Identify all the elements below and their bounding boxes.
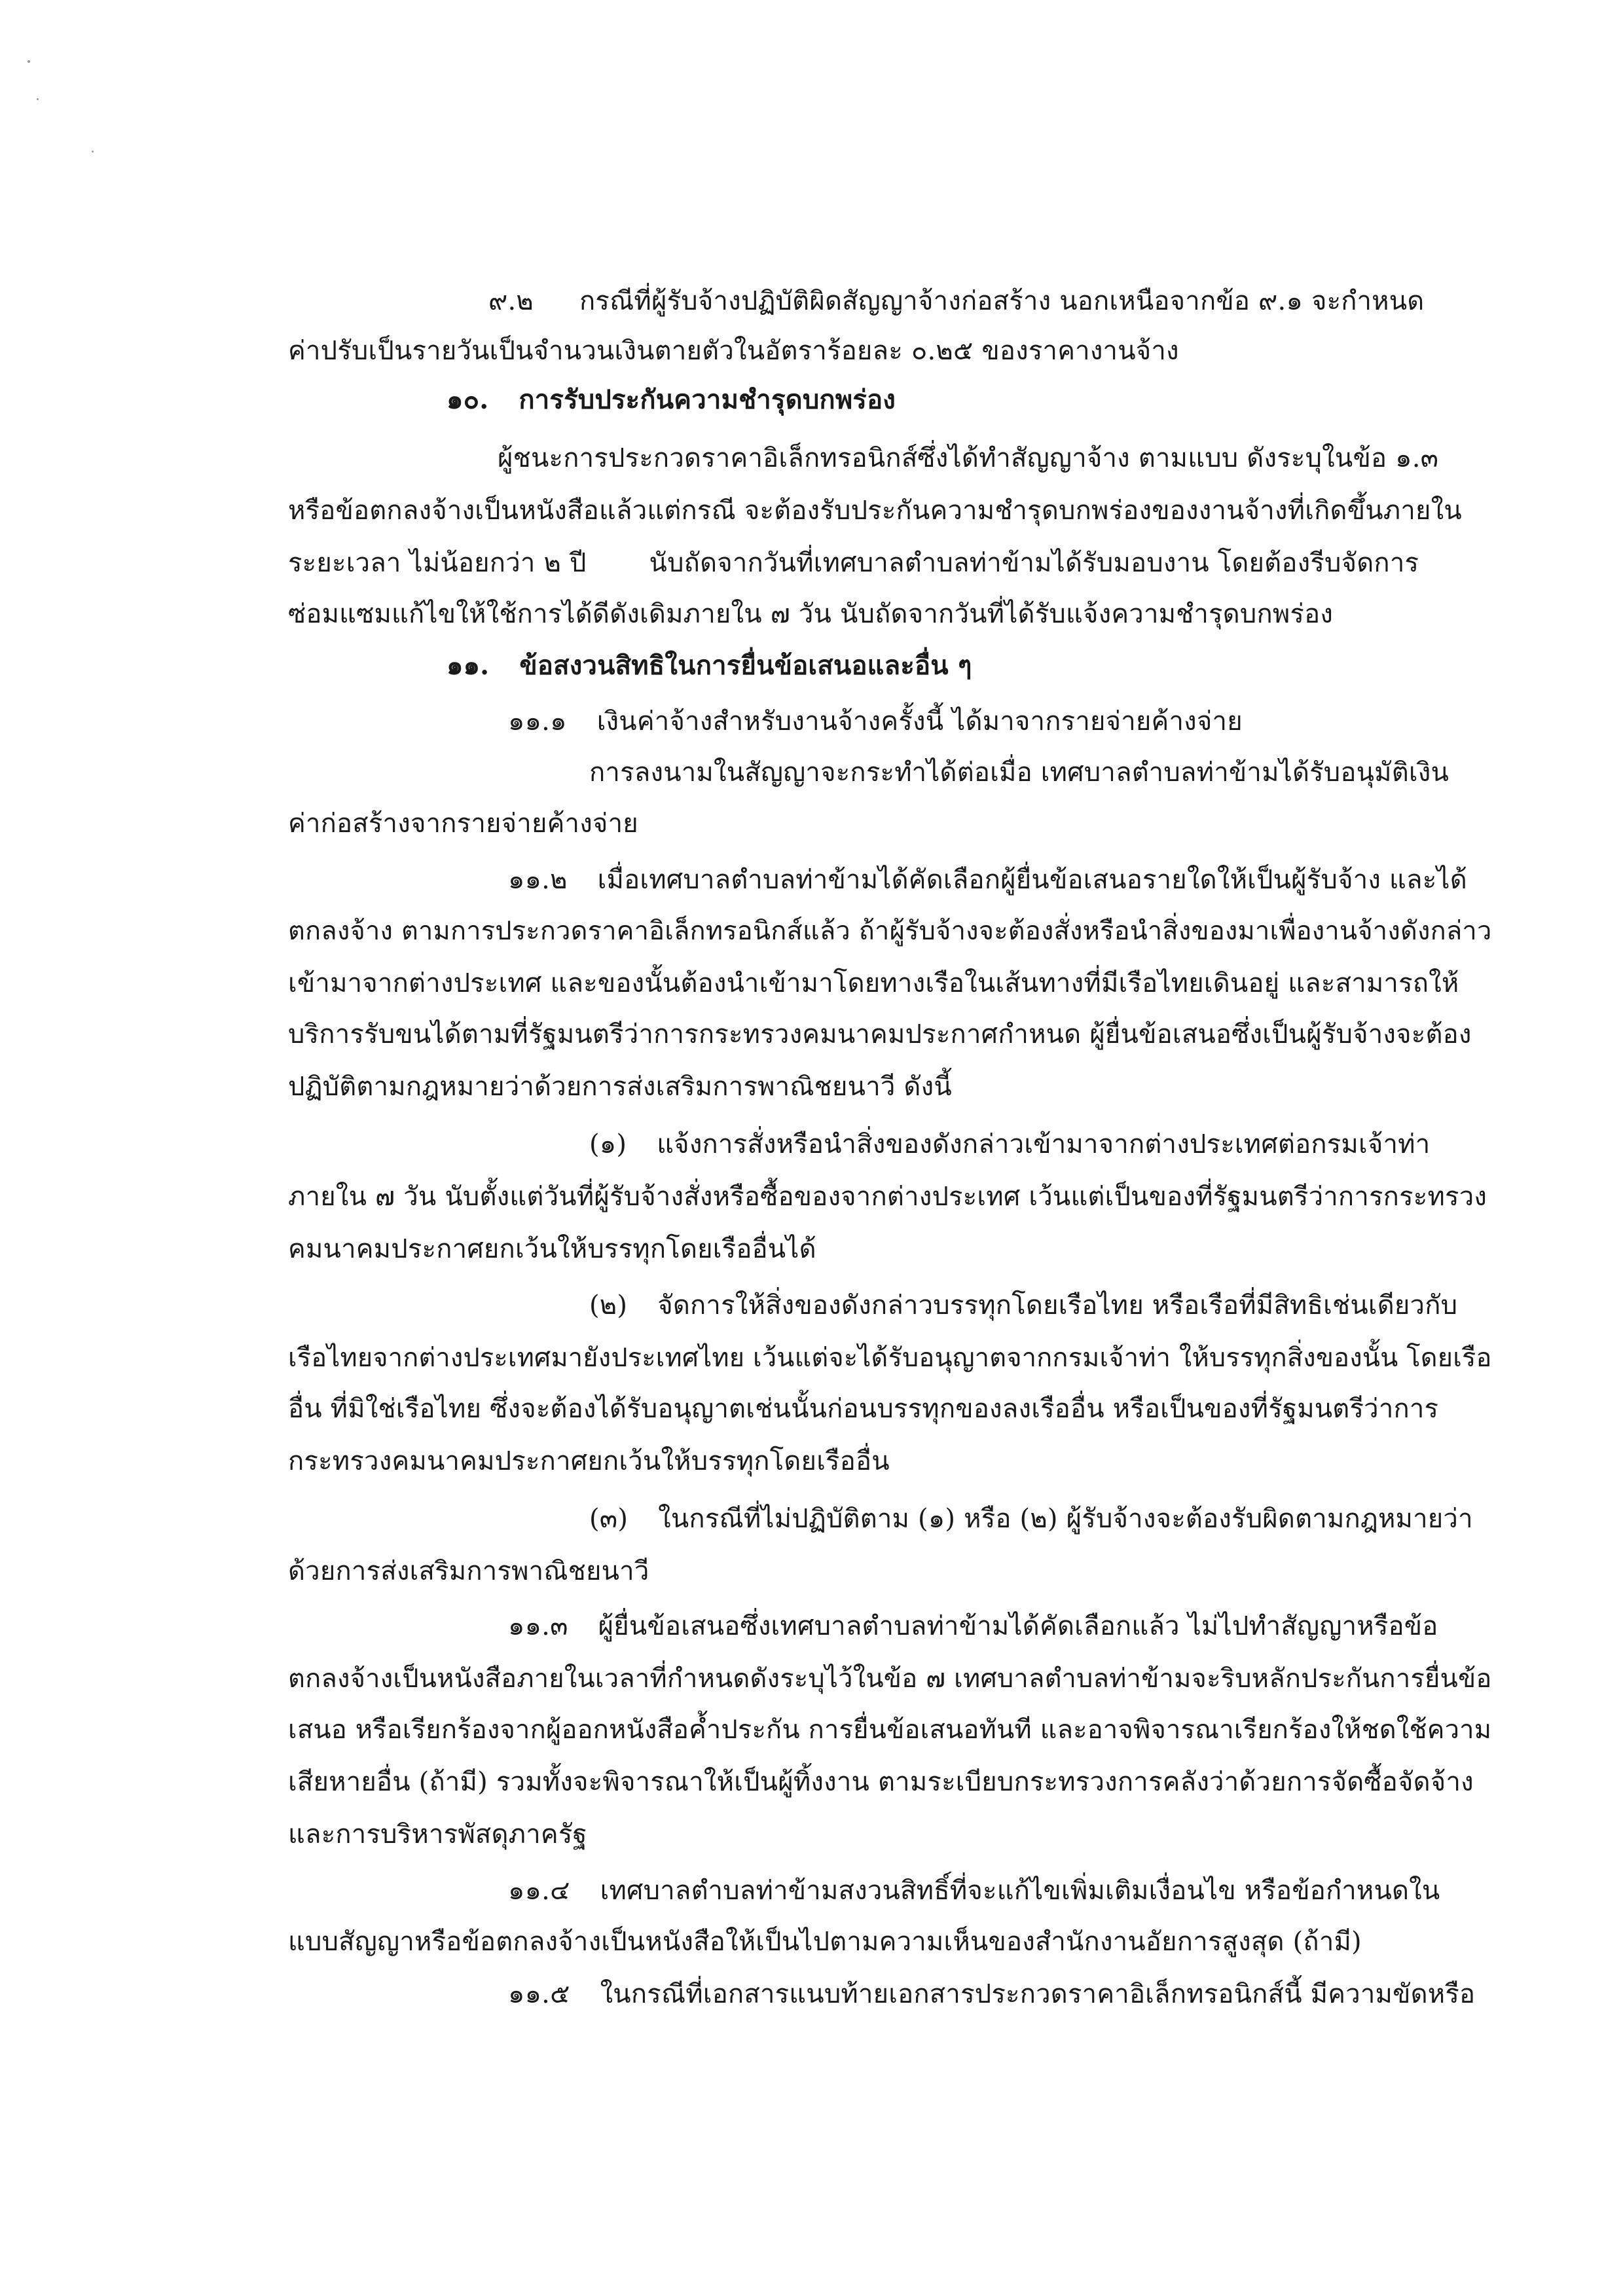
item-1-line-3	[288, 1231, 816, 1267]
clause-9-2-line-1	[488, 283, 1424, 319]
section-10-line-3	[288, 545, 1419, 581]
clause-number: ๙.๒	[488, 286, 534, 316]
section-title: การรับประกันความชำรุดบกพร่อง	[519, 384, 896, 415]
item-3-line-2	[288, 1553, 649, 1590]
item-number: (๒)	[589, 1290, 628, 1321]
clause-11-4-line-1	[508, 1872, 1440, 1909]
item-2-line-2	[288, 1339, 1492, 1376]
clause-11-3-line-2	[288, 1660, 1492, 1697]
item-text: แจ้งการสั่งหรือนำสิ่งของดังกล่าวเข้ามาจากต่างประเทศต่อกรมเจ้าท่า	[657, 1129, 1431, 1159]
section-10-heading	[447, 382, 896, 418]
clause-text: ในกรณีที่เอกสารแนบท้ายเอกสารประกวดราคาอิเล็กทรอนิกส์นี้ มีความขัดหรือ	[600, 1979, 1476, 2009]
item-number: (๑)	[589, 1129, 627, 1159]
clause-text: แบบสัญญาหรือข้อตกลงจ้างเป็นหนังสือให้เป็นไปตามความเห็นของสำนักงานอัยการสูงสุด (ถ้ามี)	[288, 1927, 1362, 1957]
clause-11-2-line-1	[508, 862, 1467, 898]
item-text: ในกรณีที่ไม่ปฏิบัติตาม (๑) หรือ (๒) ผู้รับจ้างจะต้องรับผิดตามกฎหมายว่า	[658, 1504, 1473, 1534]
clause-11-3-line-4	[288, 1764, 1474, 1800]
item-text: ด้วยการส่งเสริมการพาณิชยนาวี	[288, 1556, 649, 1586]
clause-number: ๑๑.๓	[508, 1611, 568, 1641]
clause-text: เสียหายอื่น (ถ้ามี) รวมทั้งจะพิจารณาให้เป็นผู้ทิ้งงาน ตามระเบียบกระทรวงการคลังว่าด้วยการจัดซื้อจัดจ้าง	[288, 1767, 1474, 1797]
clause-11-2-line-2	[288, 913, 1492, 949]
clause-11-1-line-3	[288, 805, 638, 842]
item-1-line-2	[288, 1178, 1487, 1215]
item-2-line-3	[288, 1391, 1438, 1427]
clause-11-2-line-5	[288, 1068, 952, 1105]
item-text: คมนาคมประกาศยกเว้นให้บรรทุกโดยเรืออื่นได้	[288, 1234, 816, 1264]
clause-11-3-line-1	[508, 1608, 1438, 1645]
clause-11-3-line-3	[288, 1711, 1491, 1748]
scan-speck	[27, 60, 30, 63]
section-10-line-2	[288, 492, 1462, 529]
section-number: ๑๑.	[447, 650, 490, 681]
clause-number: ๑๑.๒	[508, 865, 568, 895]
clause-text: เสนอ หรือเรียกร้องจากผู้ออกหนังสือค้ำประกัน การยื่นข้อเสนอทันที และอาจพิจารณาเรียกร้องให้ชดใช้ความ	[288, 1715, 1492, 1745]
section-10-line-4	[288, 596, 1333, 632]
clause-text: บริการรับขนได้ตามที่รัฐมนตรีว่าการกระทรวงคมนาคมประกาศกำหนด ผู้ยื่นข้อเสนอซึ่งเป็นผู้รับจ้างจะต้อง	[288, 1019, 1472, 1049]
section-number: ๑๐.	[447, 384, 489, 415]
item-3-line-1	[589, 1501, 1473, 1537]
item-text: จัดการให้สิ่งของดังกล่าวบรรทุกโดยเรือไทย หรือเรือที่มีสิทธิเช่นเดียวกับ	[657, 1290, 1458, 1321]
item-text: เรือไทยจากต่างประเทศมายังประเทศไทย เว้นแต่จะได้รับอนุญาตจากกรมเจ้าท่า ให้บรรทุกสิ่งของนั้น โดยเรือ	[288, 1343, 1492, 1373]
clause-text: และการบริหารพัสดุภาครัฐ	[288, 1819, 587, 1850]
clause-text: ตกลงจ้างเป็นหนังสือภายในเวลาที่กำหนดดังระบุไว้ในข้อ ๗ เทศบาลตำบลท่าข้ามจะริบหลักประกันการยื่นข้อ	[288, 1664, 1492, 1694]
clause-text: กรณีที่ผู้รับจ้างปฏิบัติผิดสัญญาจ้างก่อสร้าง นอกเหนือจากข้อ ๙.๑ จะกำหนด	[579, 286, 1425, 316]
paragraph-text: นับถัดจากวันที่เทศบาลตำบลท่าข้ามได้รับมอบงาน โดยต้องรีบจัดการ	[649, 548, 1419, 578]
clause-text: เมื่อเทศบาลตำบลท่าข้ามได้คัดเลือกผู้ยื่นข้อเสนอรายใดให้เป็นผู้รับจ้าง และได้	[597, 865, 1467, 895]
clause-text: เงินค่าจ้างสำหรับงานจ้างครั้งนี้ ได้มาจากรายจ่ายค้างจ่าย	[596, 706, 1243, 737]
clause-11-1-line-1	[508, 703, 1243, 740]
clause-11-2-line-3	[288, 965, 1459, 1002]
clause-text: ค่าปรับเป็นรายวันเป็นจำนวนเงินตายตัวในอัตราร้อยละ ๐.๒๕ ของราคางานจ้าง	[288, 336, 1179, 366]
section-10-line-1	[498, 440, 1438, 477]
clause-text: ตกลงจ้าง ตามการประกวดราคาอิเล็กทรอนิกส์แล้ว ถ้าผู้รับจ้างจะต้องสั่งหรือนำสิ่งของมาเพื่องานจ้างดังกล่าว	[288, 916, 1492, 946]
item-1-line-1	[589, 1126, 1430, 1163]
clause-number: ๑๑.๑	[508, 706, 567, 737]
section-11-heading	[447, 647, 972, 684]
item-text: ภายใน ๗ วัน นับตั้งแต่วันที่ผู้รับจ้างสั่งหรือซื้อของจากต่างประเทศ เว้นแต่เป็นของที่รัฐมนตรีว่าการกระทรวง	[288, 1182, 1487, 1212]
clause-text: เทศบาลตำบลท่าข้ามสงวนสิทธิ์ที่จะแก้ไขเพิ่มเติมเงื่อนไข หรือข้อกำหนดใน	[600, 1876, 1440, 1906]
clause-9-2-line-2	[288, 333, 1179, 369]
item-text: อื่น ที่มิใช่เรือไทย ซึ่งจะต้องได้รับอนุญาตเช่นนั้นก่อนบรรทุกของลงเรืออื่น หรือเป็นของที่รัฐมนตรีว่าการ	[288, 1394, 1439, 1424]
clause-text: ผู้ยื่นข้อเสนอซึ่งเทศบาลตำบลท่าข้ามได้คัดเลือกแล้ว ไม่ไปทำสัญญาหรือข้อ	[598, 1611, 1438, 1641]
item-2-line-1	[589, 1287, 1457, 1324]
clause-text: เข้ามาจากต่างประเทศ และของนั้นต้องนำเข้ามาโดยทางเรือในเส้นทางที่มีเรือไทยเดินอยู่ และสามารถให้	[288, 968, 1459, 998]
clause-number: ๑๑.๔	[508, 1876, 570, 1906]
item-number: (๓)	[589, 1504, 629, 1534]
clause-11-4-line-2	[288, 1923, 1362, 1960]
item-2-line-4	[288, 1443, 890, 1480]
paragraph-text: ซ่อมแซมแก้ไขให้ใช้การได้ดีดังเดิมภายใน ๗ วัน นับถัดจากวันที่ได้รับแจ้งความชำรุดบกพร่อง	[288, 599, 1334, 629]
clause-11-3-line-5	[288, 1816, 587, 1853]
paragraph-text: ผู้ชนะการประกวดราคาอิเล็กทรอนิกส์ซึ่งได้ทำสัญญาจ้าง ตามแบบ ดังระบุในข้อ ๑.๓	[498, 443, 1439, 473]
clause-11-1-line-2	[589, 754, 1449, 791]
clause-text: ปฏิบัติตามกฎหมายว่าด้วยการส่งเสริมการพาณิชยนาวี ดังนี้	[288, 1072, 952, 1102]
paragraph-text: ระยะเวลา ไม่น้อยกว่า ๒ ปี	[288, 548, 587, 578]
paragraph-text: หรือข้อตกลงจ้างเป็นหนังสือแล้วแต่กรณี จะต้องรับประกันความชำรุดบกพร่องของงานจ้างที่เกิดขึ้นภายใน	[288, 496, 1462, 526]
clause-number: ๑๑.๕	[508, 1979, 570, 2009]
clause-11-2-line-4	[288, 1016, 1472, 1053]
section-title: ข้อสงวนสิทธิในการยื่นข้อเสนอและอื่น ๆ	[519, 650, 972, 681]
scan-speck	[37, 98, 39, 100]
clause-text: การลงนามในสัญญาจะกระทำได้ต่อเมื่อ เทศบาลตำบลท่าข้ามได้รับอนุมัติเงิน	[589, 757, 1450, 788]
item-text: กระทรวงคมนาคมประกาศยกเว้นให้บรรทุกโดยเรืออื่น	[288, 1446, 890, 1476]
clause-11-5-line-1	[508, 1976, 1475, 2013]
clause-text: ค่าก่อสร้างจากรายจ่ายค้างจ่าย	[288, 809, 638, 839]
scan-speck	[92, 151, 94, 153]
